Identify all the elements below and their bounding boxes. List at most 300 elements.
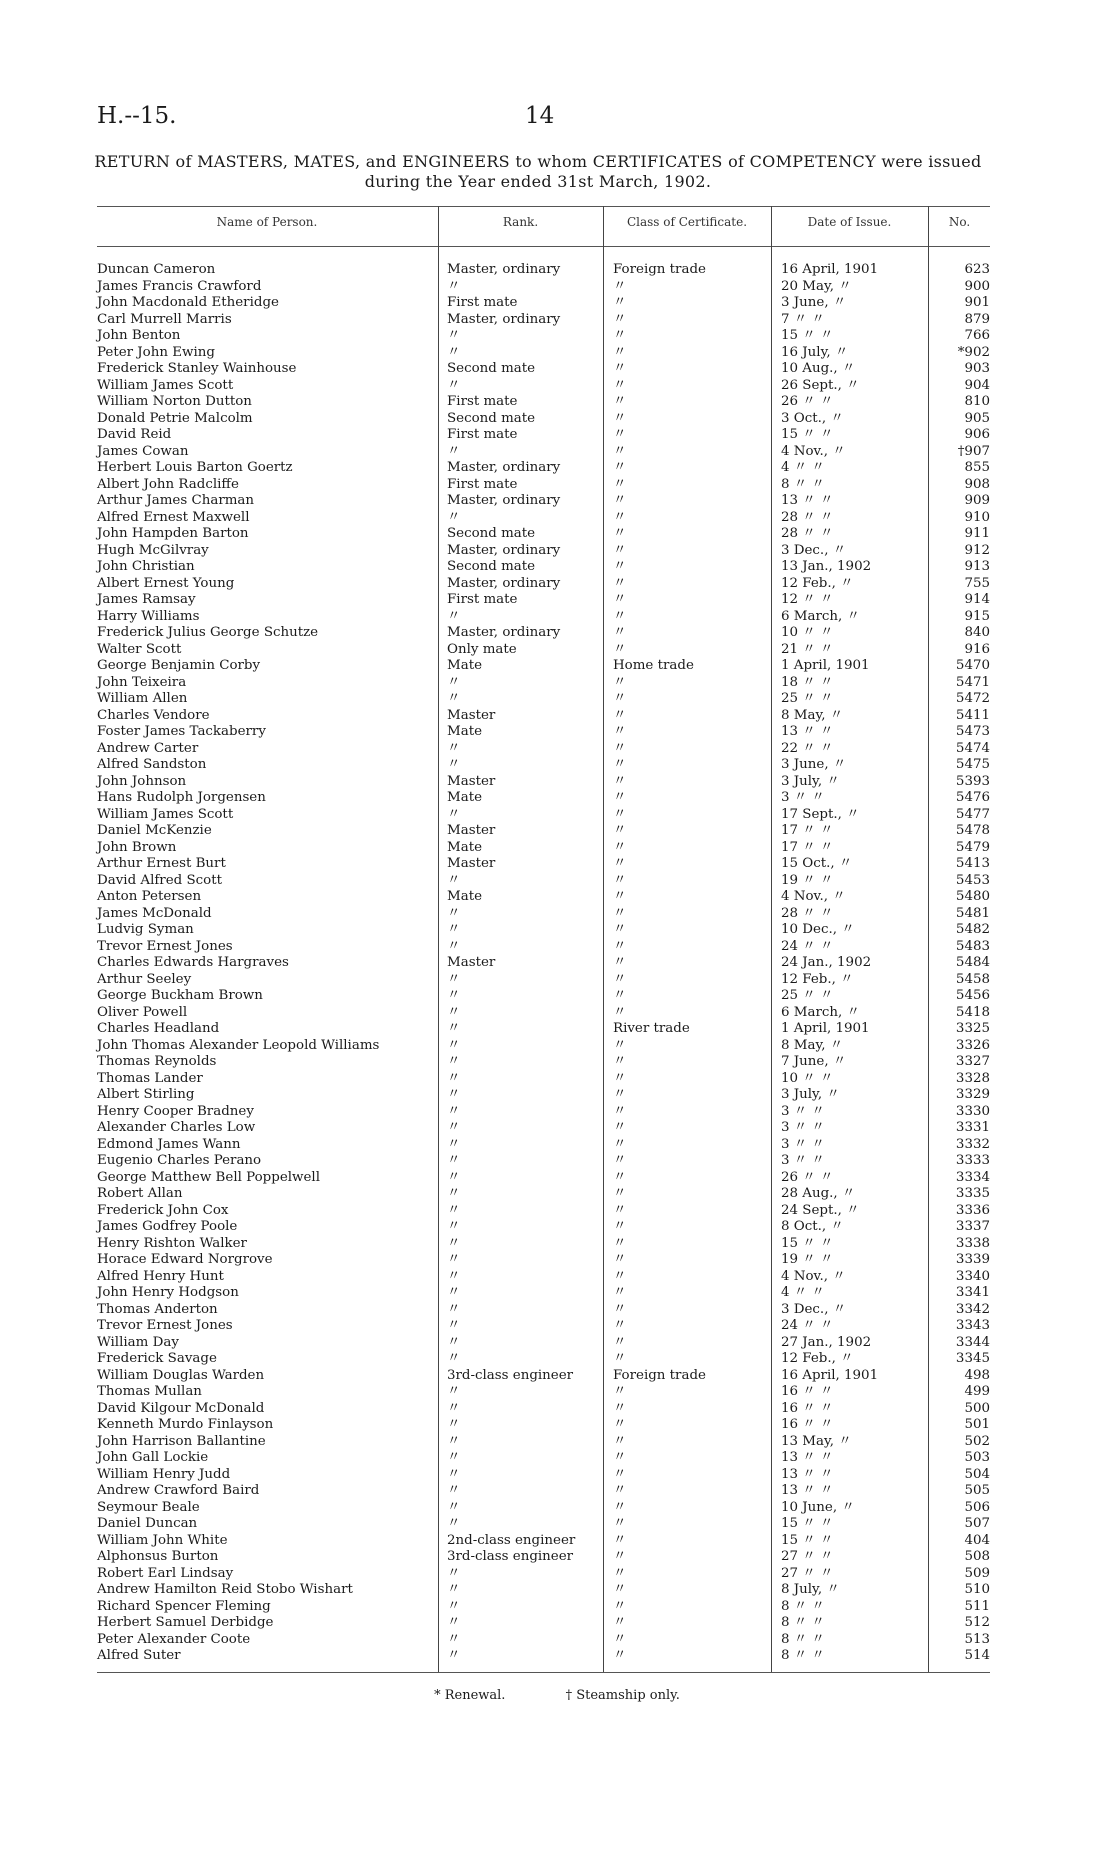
table-row: [0, 1120, 1114, 1137]
person-name: Andrew Hamilton Reid Stobo Wishart: [97, 1582, 353, 1597]
certificate-number: 905: [964, 410, 990, 426]
person-name: Alfred Sandston: [97, 757, 207, 772]
person-name: William Douglas Warden: [97, 1367, 265, 1383]
issue-date: 20 May, 〃: [781, 278, 852, 294]
issue-date: 3 〃 〃: [781, 1136, 825, 1152]
issue-date: 16 〃 〃: [781, 1400, 834, 1416]
person-name: Horace Edward Norgrove: [97, 1252, 273, 1267]
table-row: [0, 1533, 1114, 1550]
issue-date: 18 〃 〃: [781, 674, 834, 690]
person-name: Hans Rudolph Jorgensen: [97, 790, 266, 805]
certificate-class: 〃: [613, 691, 627, 706]
certificate-class: Home trade: [613, 658, 694, 673]
rank: Master, ordinary: [447, 493, 561, 508]
certificate-number: 5476: [955, 790, 990, 805]
table-row: [0, 460, 1114, 477]
certificate-class: 〃: [613, 592, 627, 607]
certificate-class: 〃: [613, 773, 627, 789]
table-body: [0, 262, 1114, 1665]
table-row: [0, 939, 1114, 956]
title-line-2: during the Year ended 31st March, 1902.: [364, 172, 712, 191]
table-row: [0, 1285, 1114, 1302]
rank: 〃: [447, 1169, 461, 1185]
person-name: Seymour Beale: [97, 1499, 200, 1515]
certificate-number: 5411: [955, 707, 990, 723]
person-name: Carl Murrell Marris: [97, 311, 232, 327]
certificate-class: 〃: [613, 1301, 627, 1317]
person-name: Frederick John Cox: [97, 1202, 229, 1218]
person-name: Ludvig Syman: [97, 922, 194, 937]
certificate-number: 507: [964, 1516, 990, 1531]
rank: 2nd-class engineer: [447, 1532, 576, 1548]
table-row: [0, 1599, 1114, 1616]
issue-date: 26 Sept., 〃: [781, 377, 860, 393]
issue-date: 8 Oct., 〃: [781, 1219, 844, 1234]
certificate-class: 〃: [613, 922, 627, 937]
issue-date: 19 〃 〃: [781, 872, 834, 888]
rank: 〃: [447, 1318, 461, 1333]
rank: 〃: [447, 1153, 461, 1168]
issue-date: 3 〃 〃: [781, 1153, 825, 1168]
person-name: George Benjamin Corby: [97, 658, 261, 673]
certificate-number: 5473: [955, 724, 990, 739]
page-number: 14: [525, 103, 555, 129]
rank: First mate: [447, 476, 518, 492]
issue-date: 10 〃 〃: [781, 625, 834, 640]
table-row: [0, 1615, 1114, 1632]
table-row: [0, 345, 1114, 362]
certificate-class: 〃: [613, 559, 627, 574]
rank: Second mate: [447, 361, 536, 376]
person-name: Duncan Cameron: [97, 262, 216, 277]
person-name: John Hampden Barton: [97, 526, 249, 541]
table-row: [0, 1351, 1114, 1368]
certificate-number: 505: [964, 1483, 990, 1498]
certificate-class: 〃: [613, 1120, 627, 1135]
certificate-class: 〃: [613, 955, 627, 970]
issue-date: 12 〃 〃: [781, 592, 834, 607]
certificate-number: 503: [964, 1450, 990, 1465]
rank: Only mate: [447, 641, 517, 657]
certificate-number: 908: [964, 476, 990, 492]
rank: 〃: [447, 674, 461, 690]
certificate-class: 〃: [613, 1285, 627, 1300]
rank: 〃: [447, 757, 461, 772]
person-name: William John White: [97, 1532, 228, 1548]
certificate-number: 5471: [955, 674, 990, 690]
issue-date: 24 〃 〃: [781, 938, 834, 954]
rank: 〃: [447, 1037, 461, 1053]
issue-date: 15 〃 〃: [781, 1532, 834, 1548]
certificate-number: 3329: [955, 1087, 990, 1102]
certificate-number: 3336: [955, 1202, 990, 1218]
certificate-number: 500: [964, 1400, 990, 1416]
table-row: [0, 757, 1114, 774]
person-name: William Day: [97, 1334, 179, 1350]
certificate-number: 5474: [955, 740, 990, 756]
person-name: Oliver Powell: [97, 1004, 188, 1020]
column-header-no: No.: [948, 215, 971, 229]
table-row: [0, 510, 1114, 527]
issue-date: 28 〃 〃: [781, 526, 834, 541]
table-row: [0, 576, 1114, 593]
person-name: John Gall Lockie: [97, 1450, 209, 1465]
table-row: [0, 444, 1114, 461]
certificate-number: 906: [964, 427, 990, 442]
issue-date: 13 〃 〃: [781, 1450, 834, 1465]
rank: 〃: [447, 328, 461, 343]
rank: 〃: [447, 988, 461, 1003]
table-row: [0, 1467, 1114, 1484]
person-name: Frederick Stanley Wainhouse: [97, 361, 297, 376]
table-row: [0, 1450, 1114, 1467]
person-name: George Buckham Brown: [97, 988, 263, 1003]
table-row: [0, 1648, 1114, 1665]
table-row: [0, 361, 1114, 378]
certificate-number: 3335: [955, 1186, 990, 1201]
issue-date: 4 Nov., 〃: [781, 1268, 846, 1284]
person-name: John Brown: [97, 839, 177, 855]
rank: 〃: [447, 1516, 461, 1531]
table-row: [0, 724, 1114, 741]
issue-date: 3 June, 〃: [781, 757, 847, 772]
table-row: [0, 691, 1114, 708]
table-row: [0, 1516, 1114, 1533]
certificate-class: 〃: [613, 839, 627, 855]
certificate-class: 〃: [613, 443, 627, 459]
issue-date: 13 Jan., 1902: [781, 559, 872, 574]
table-row: [0, 1005, 1114, 1022]
person-name: David Reid: [97, 427, 172, 442]
table-row: [0, 1087, 1114, 1104]
certificate-class: 〃: [613, 344, 627, 360]
certificate-number: 3341: [955, 1285, 990, 1300]
table-row: [0, 889, 1114, 906]
certificate-number: 499: [964, 1384, 990, 1399]
person-name: David Alfred Scott: [97, 872, 222, 888]
person-name: Hugh McGilvray: [97, 542, 209, 558]
table-row: [0, 658, 1114, 675]
issue-date: 25 〃 〃: [781, 691, 834, 706]
issue-date: 16 April, 1901: [781, 262, 879, 277]
table-row: [0, 526, 1114, 543]
certificate-number: 3330: [955, 1103, 990, 1119]
issue-date: 16 July, 〃: [781, 344, 849, 360]
certificate-number: 504: [964, 1466, 990, 1482]
person-name: Arthur Seeley: [97, 971, 192, 987]
rank: 〃: [447, 872, 461, 888]
certificate-class: 〃: [613, 460, 627, 475]
table-row: [0, 856, 1114, 873]
person-name: John Harrison Ballantine: [97, 1433, 266, 1449]
table-row: [0, 312, 1114, 329]
rank: Second mate: [447, 526, 536, 541]
certificate-class: 〃: [613, 1186, 627, 1201]
rank: Mate: [447, 889, 483, 904]
certificate-number: 903: [964, 361, 990, 376]
rank: Master: [447, 773, 496, 789]
certificate-class: 〃: [613, 889, 627, 904]
person-name: John Thomas Alexander Leopold Williams: [97, 1037, 380, 1053]
column-header-class: Class of Certificate.: [626, 215, 748, 229]
person-name: William Henry Judd: [97, 1466, 231, 1482]
certificate-number: 855: [964, 460, 990, 475]
table-row: [0, 609, 1114, 626]
certificate-class: 〃: [613, 526, 627, 541]
rank: 〃: [447, 1120, 461, 1135]
certificate-number: 5413: [955, 856, 990, 871]
certificate-number: 5458: [955, 971, 990, 987]
table-row: [0, 1318, 1114, 1335]
issue-date: 3 June, 〃: [781, 295, 847, 310]
table-row: [0, 955, 1114, 972]
certificate-class: 〃: [613, 1516, 627, 1531]
issue-date: 24 Sept., 〃: [781, 1202, 860, 1218]
issue-date: 28 〃 〃: [781, 509, 834, 525]
rank: First mate: [447, 427, 518, 442]
certificate-number: 3334: [955, 1169, 990, 1185]
table-row: [0, 1252, 1114, 1269]
certificate-number: 916: [964, 641, 990, 657]
table-row: [0, 394, 1114, 411]
table-row: [0, 1054, 1114, 1071]
person-name: Thomas Lander: [97, 1070, 203, 1086]
issue-date: 8 May, 〃: [781, 707, 844, 723]
certificate-class: 〃: [613, 1252, 627, 1267]
person-name: Herbert Louis Barton Goertz: [97, 460, 293, 475]
rank: 〃: [447, 1186, 461, 1201]
certificate-number: 3345: [955, 1351, 990, 1366]
rank: 〃: [447, 377, 461, 393]
rank: Master, ordinary: [447, 575, 561, 591]
certificate-number: 623: [964, 262, 990, 277]
certificate-number: 3326: [955, 1037, 990, 1053]
certificate-number: 840: [964, 625, 990, 640]
certificate-class: 〃: [613, 1103, 627, 1119]
certificate-class: 〃: [613, 1318, 627, 1333]
table-row: [0, 378, 1114, 395]
certificate-class: 〃: [613, 1466, 627, 1482]
person-name: William Allen: [97, 691, 188, 706]
certificate-class: 〃: [613, 542, 627, 558]
issue-date: 16 〃 〃: [781, 1417, 834, 1432]
certificate-number: 914: [964, 592, 990, 607]
person-name: James Francis Crawford: [97, 278, 262, 294]
issue-date: 22 〃 〃: [781, 740, 834, 756]
issue-date: 12 Feb., 〃: [781, 971, 854, 987]
person-name: Herbert Samuel Derbidge: [97, 1615, 274, 1630]
certificate-class: 〃: [613, 674, 627, 690]
person-name: Anton Petersen: [97, 889, 202, 904]
person-name: John Henry Hodgson: [97, 1285, 239, 1300]
table-row: [0, 1269, 1114, 1286]
certificate-number: 5478: [955, 823, 990, 838]
issue-date: 28 〃 〃: [781, 905, 834, 921]
table-row: [0, 873, 1114, 890]
issue-date: 15 〃 〃: [781, 427, 834, 442]
issue-date: 12 Feb., 〃: [781, 575, 854, 591]
issue-date: 13 〃 〃: [781, 724, 834, 739]
certificate-number: 5479: [955, 839, 990, 855]
table-row: [0, 559, 1114, 576]
rank: 〃: [447, 1351, 461, 1366]
certificate-number: 5482: [955, 922, 990, 937]
table-row: [0, 279, 1114, 296]
rank: 〃: [447, 971, 461, 987]
rank: 〃: [447, 1252, 461, 1267]
table-row: [0, 1335, 1114, 1352]
rank: 3rd-class engineer: [447, 1367, 574, 1383]
certificate-number: 3342: [955, 1301, 990, 1317]
rank: Master, ordinary: [447, 460, 561, 475]
table-row: [0, 1104, 1114, 1121]
rank: 〃: [447, 1285, 461, 1300]
issue-date: 17 〃 〃: [781, 839, 834, 855]
certificate-number: 3325: [955, 1021, 990, 1036]
certificate-class: 〃: [613, 1565, 627, 1581]
rank: 〃: [447, 938, 461, 954]
certificate-class: 〃: [613, 509, 627, 525]
certificate-class: 〃: [613, 938, 627, 954]
certificate-number: 3339: [955, 1252, 990, 1267]
table-row: [0, 1549, 1114, 1566]
rank: First mate: [447, 592, 518, 607]
rank: 〃: [447, 905, 461, 921]
table-row: [0, 906, 1114, 923]
person-name: Frederick Savage: [97, 1351, 217, 1366]
certificate-class: 〃: [613, 1202, 627, 1218]
certificate-class: 〃: [613, 1153, 627, 1168]
certificate-number: †907: [957, 443, 990, 459]
certificate-class: 〃: [613, 1087, 627, 1102]
rank: Mate: [447, 839, 483, 855]
certificate-class: 〃: [613, 1235, 627, 1251]
table-row: [0, 477, 1114, 494]
certificate-number: 404: [964, 1532, 990, 1548]
issue-date: 13 〃 〃: [781, 1483, 834, 1498]
person-name: James Godfrey Poole: [97, 1219, 238, 1234]
issue-date: 24 Jan., 1902: [781, 955, 872, 970]
issue-date: 15 〃 〃: [781, 328, 834, 343]
certificate-class: 〃: [613, 1648, 627, 1663]
certificate-number: 915: [964, 608, 990, 624]
certificate-number: 509: [964, 1565, 990, 1581]
certificate-class: 〃: [613, 1532, 627, 1548]
issue-date: 16 April, 1901: [781, 1367, 879, 1383]
certificate-number: 511: [964, 1598, 990, 1614]
issue-date: 19 〃 〃: [781, 1252, 834, 1267]
certificate-class: 〃: [613, 361, 627, 376]
issue-date: 8 〃 〃: [781, 1615, 825, 1630]
table-bottom-rule: [97, 1672, 990, 1673]
issue-date: 15 〃 〃: [781, 1235, 834, 1251]
issue-date: 4 Nov., 〃: [781, 889, 846, 904]
issue-date: 10 Dec., 〃: [781, 922, 855, 937]
issue-date: 6 March, 〃: [781, 608, 860, 624]
issue-date: 8 〃 〃: [781, 476, 825, 492]
rank: 〃: [447, 1565, 461, 1581]
rank: 〃: [447, 1384, 461, 1399]
certificate-class: 〃: [613, 872, 627, 888]
person-name: William James Scott: [97, 377, 234, 393]
person-name: Harry Williams: [97, 608, 200, 624]
certificate-number: 5481: [955, 905, 990, 921]
issue-date: 6 March, 〃: [781, 1004, 860, 1020]
table-row: [0, 1071, 1114, 1088]
rank: 〃: [447, 1268, 461, 1284]
issue-date: 8 May, 〃: [781, 1037, 844, 1053]
rank: Master: [447, 856, 496, 871]
certificate-number: 5418: [955, 1004, 990, 1020]
certificate-class: 〃: [613, 1499, 627, 1515]
person-name: Robert Allan: [97, 1186, 183, 1201]
rank: Master, ordinary: [447, 625, 561, 640]
issue-date: 8 〃 〃: [781, 1631, 825, 1647]
person-name: Foster James Tackaberry: [97, 724, 266, 739]
person-name: Thomas Reynolds: [97, 1054, 217, 1069]
person-name: Alphonsus Burton: [97, 1549, 219, 1564]
issue-date: 28 Aug., 〃: [781, 1186, 856, 1201]
table-row: [0, 1582, 1114, 1599]
person-name: Trevor Ernest Jones: [97, 1318, 233, 1333]
person-name: David Kilgour McDonald: [97, 1400, 265, 1416]
table-row: [0, 972, 1114, 989]
certificate-class: 〃: [613, 823, 627, 838]
issue-date: 4 〃 〃: [781, 1285, 825, 1300]
column-header-name: Name of Person.: [216, 215, 318, 229]
certificate-number: 3343: [955, 1318, 990, 1333]
certificate-class: 〃: [613, 1136, 627, 1152]
certificate-class: 〃: [613, 394, 627, 409]
certificate-class: Foreign trade: [613, 1367, 706, 1383]
rank: 〃: [447, 1483, 461, 1498]
certificate-class: 〃: [613, 476, 627, 492]
certificate-class: 〃: [613, 295, 627, 310]
person-name: Robert Earl Lindsay: [97, 1565, 234, 1581]
table-row: [0, 592, 1114, 609]
table-row: [0, 1137, 1114, 1154]
table-row: [0, 1417, 1114, 1434]
rank: Mate: [447, 724, 483, 739]
certificate-number: 3337: [955, 1219, 990, 1234]
certificate-class: 〃: [613, 427, 627, 442]
rank: Master, ordinary: [447, 311, 561, 327]
issue-date: 15 Oct., 〃: [781, 856, 853, 871]
certificate-class: Foreign trade: [613, 262, 706, 277]
table-row: [0, 1302, 1114, 1319]
issue-date: 25 〃 〃: [781, 988, 834, 1003]
certificate-class: 〃: [613, 740, 627, 756]
certificate-number: 3344: [955, 1334, 990, 1350]
issue-date: 27 〃 〃: [781, 1549, 834, 1564]
table-row: [0, 1434, 1114, 1451]
certificate-number: 3332: [955, 1136, 990, 1152]
rank: 〃: [447, 443, 461, 459]
certificate-number: 755: [964, 575, 990, 591]
certificate-number: 5393: [955, 773, 990, 789]
footnotes: [0, 1688, 1114, 1703]
issue-date: 3 Oct., 〃: [781, 410, 844, 426]
certificate-number: 5470: [955, 658, 990, 673]
rank: 〃: [447, 922, 461, 937]
certificate-number: 913: [964, 559, 990, 574]
person-name: Daniel McKenzie: [97, 823, 212, 838]
table-row: [0, 1368, 1114, 1385]
column-header-date: Date of Issue.: [807, 215, 892, 229]
rank: Master: [447, 707, 496, 723]
person-name: Edmond James Wann: [97, 1136, 241, 1152]
certificate-number: 508: [964, 1549, 990, 1564]
